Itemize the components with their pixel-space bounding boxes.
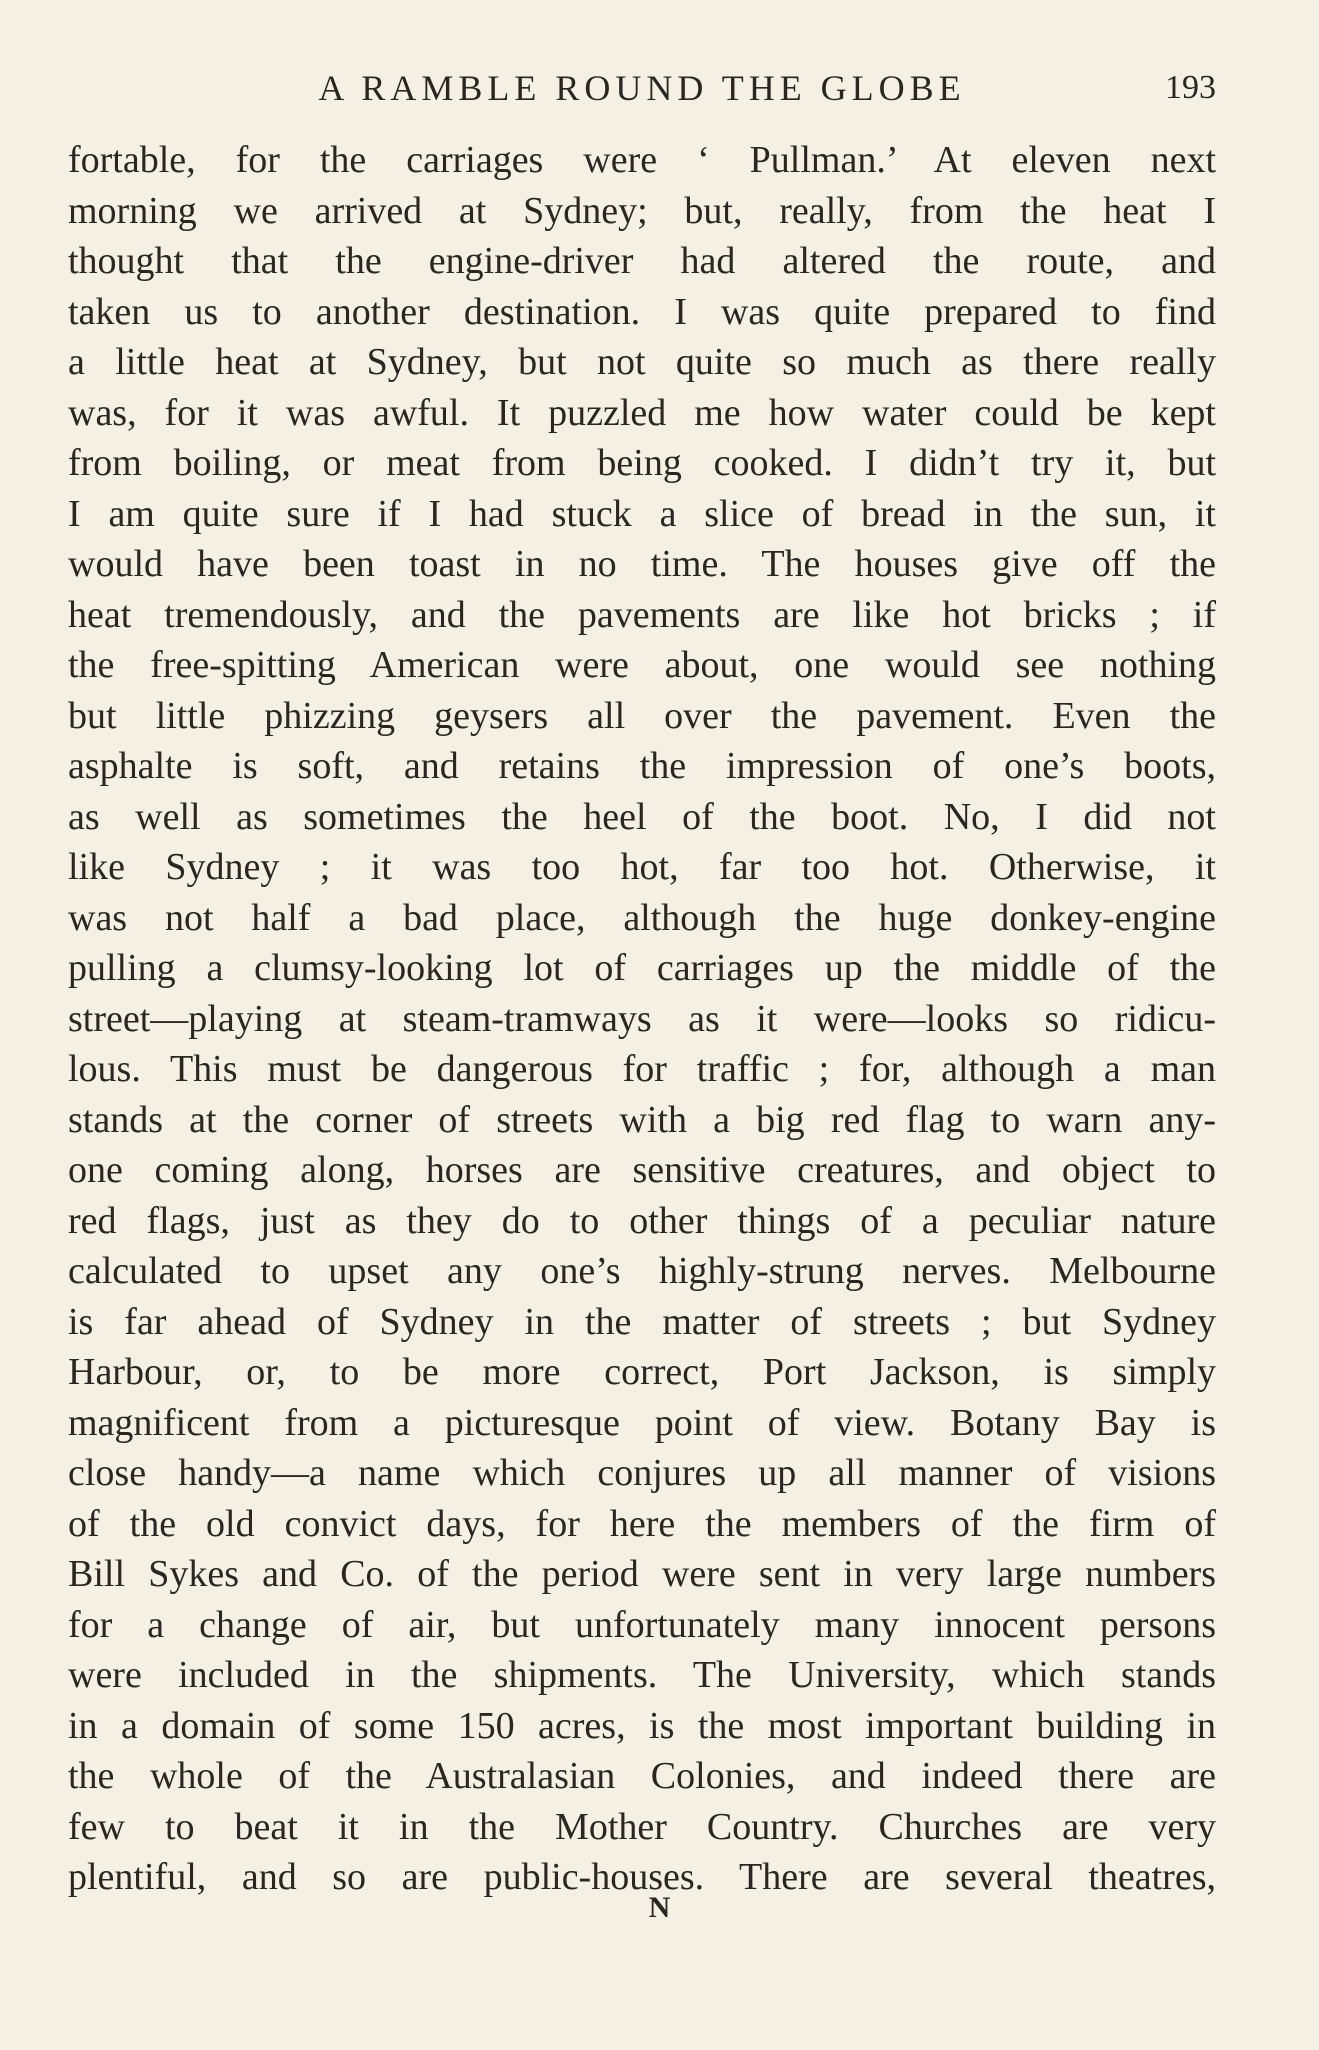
text-line: lous. This must be dangerous for traffic ; for, although a man	[68, 1048, 1216, 1090]
text-line: like Sydney ; it was too hot, far too hot. Otherwise, it	[68, 846, 1216, 888]
text-line: as well as sometimes the heel of the boot. No, I did not	[68, 795, 1216, 838]
text-line: the free-spitting American were about, one would see nothing	[68, 644, 1216, 686]
text-line: the whole of the Australasian Colonies, and indeed there are	[68, 1755, 1216, 1797]
text-line: fortable, for the carriages were ‘ Pullman.’ At eleven next	[68, 139, 1216, 181]
text-line: one coming along, horses are sensitive creatures, and object to	[68, 1149, 1216, 1191]
text-line: pulling a clumsy-looking lot of carriages up the middle of the	[68, 947, 1216, 989]
text-line: would have been toast in no time. The houses give off the	[68, 543, 1216, 585]
running-head	[68, 60, 1216, 116]
text-line: plentiful, and so are public-houses. There are several theatres,	[68, 1856, 1216, 1898]
text-line: street—playing at steam-tramways as it were—looks so ridicu-	[68, 997, 1216, 1040]
text-line: I am quite sure if I had stuck a slice of bread in the sun, it	[68, 492, 1216, 535]
text-line: calculated to upset any one’s highly-strung nerves. Melbourne	[68, 1250, 1216, 1292]
text-line: red flags, just as they do to other things of a peculiar nature	[68, 1199, 1216, 1242]
text-line: is far ahead of Sydney in the matter of streets ; but Sydney	[68, 1300, 1216, 1343]
page-number: 193	[1165, 69, 1216, 106]
text-line: Bill Sykes and Co. of the period were sent in very large numbers	[68, 1553, 1216, 1595]
text-line: a little heat at Sydney, but not quite so much as there really	[68, 341, 1216, 383]
text-line: but little phizzing geysers all over the pavement. Even the	[68, 694, 1216, 737]
running-title: A RAMBLE ROUND THE GLOBE	[318, 68, 966, 108]
text-line: close handy—a name which conjures up all manner of visions	[68, 1452, 1216, 1494]
text-line: asphalte is soft, and retains the impression of one’s boots,	[68, 745, 1216, 787]
text-line: taken us to another destination. I was quite prepared to find	[68, 290, 1216, 333]
text-line: for a change of air, but unfortunately many innocent persons	[68, 1603, 1216, 1646]
text-line: was, for it was awful. It puzzled me how water could be kept	[68, 391, 1216, 434]
text-line: in a domain of some 150 acres, is the most important building in	[68, 1704, 1216, 1747]
text-line: heat tremendously, and the pavements are like hot bricks ; if	[68, 593, 1216, 636]
text-line: was not half a bad place, although the huge donkey-engine	[68, 896, 1216, 939]
body-text	[68, 135, 1216, 1903]
text-line: morning we arrived at Sydney; but, really, from the heat I	[68, 189, 1216, 232]
text-line: magnificent from a picturesque point of view. Botany Bay is	[68, 1401, 1216, 1444]
text-line: few to beat it in the Mother Country. Churches are very	[68, 1805, 1216, 1848]
text-line: stands at the corner of streets with a big red flag to warn any-	[68, 1098, 1216, 1141]
text-line: thought that the engine-driver had altered the route, and	[68, 240, 1216, 282]
text-line: Harbour, or, to be more correct, Port Jackson, is simply	[68, 1351, 1216, 1393]
text-line: of the old convict days, for here the members of the firm of	[68, 1502, 1216, 1545]
signature-mark: N	[648, 1891, 671, 1924]
text-line: were included in the shipments. The University, which stands	[68, 1654, 1216, 1696]
text-line: from boiling, or meat from being cooked. I didn’t try it, but	[68, 442, 1216, 484]
